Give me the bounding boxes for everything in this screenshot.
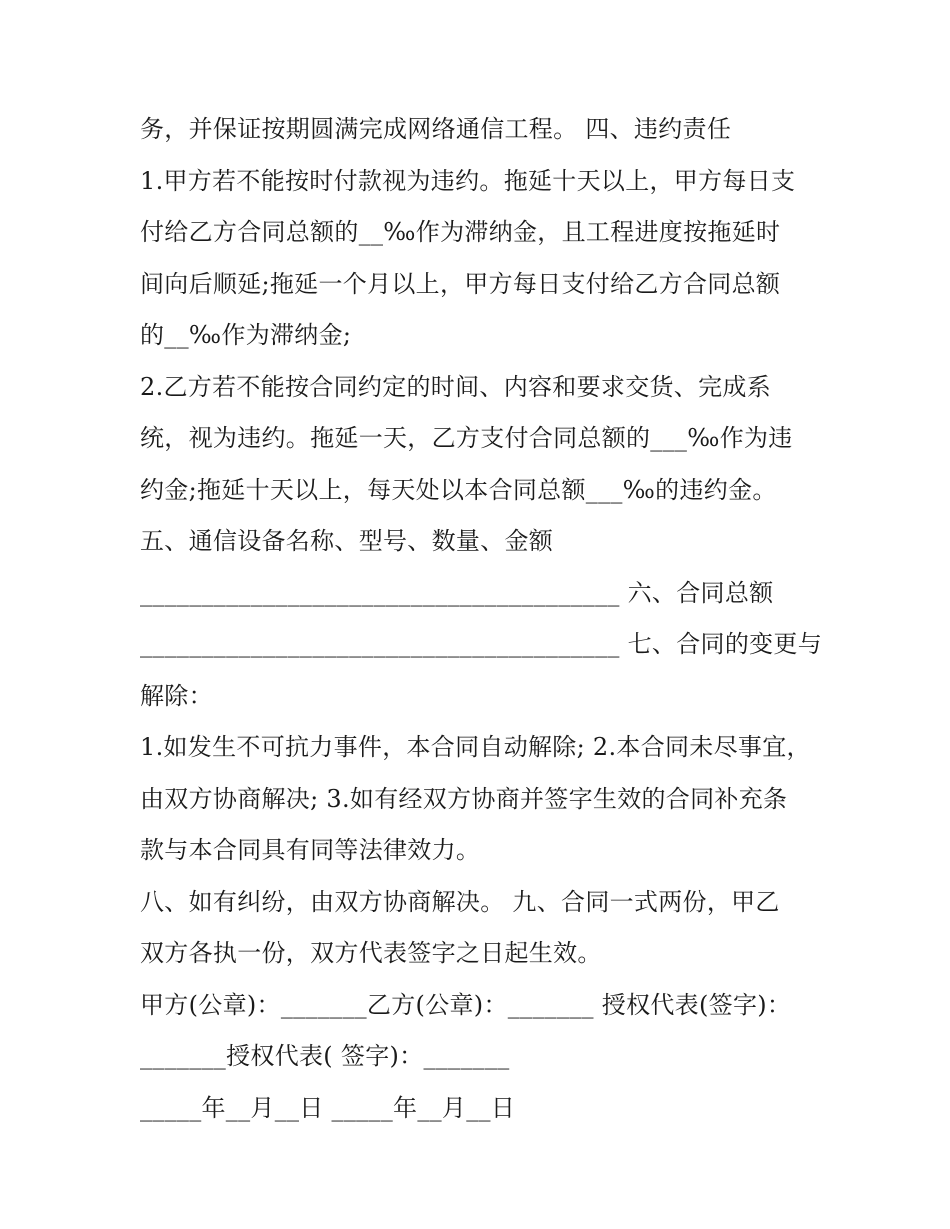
text-line: 1.甲方若不能按时付款视为违约。拖延十天以上，甲方每日支 [140,166,796,195]
text-line: 款与本合同具有同等法律效力。 [140,836,481,864]
contract-page [140,104,823,1134]
text-line: 2.乙方若不能按合同约定的时间、内容和要求交货、完成系 [140,372,771,401]
text-line: 双方各执一份，双方代表签字之日起生效。 [140,939,602,967]
text-line: 约金;拖延十天以上，每天处以本合同总额___‰的违约金。 [140,475,777,504]
text-line: 的__‰作为滞纳金; [140,321,352,349]
text-line: 间向后顺延;拖延一个月以上，甲方每日支付给乙方合同总额 [140,269,781,298]
text-line: 统，视为违约。拖延一天，乙方支付合同总额的___‰作为违 [140,424,793,452]
text-line: 由双方协商解决; 3.如有经双方协商并签字生效的合同补充条 [140,784,788,813]
text-line: 解除： [140,681,213,710]
text-line: 八、如有纠纷，由双方协商解决。 九、合同一式两份，甲乙 [140,887,780,916]
text-line: 付给乙方合同总额的__‰作为滞纳金，且工程进度按拖延时 [140,218,781,246]
date-line: _____年__月__日 _____年__月__日 [140,1093,516,1122]
section-heading: 五、通信设备名称、型号、数量、金额 [140,527,554,555]
signature-line: _______授权代表( 签字)：_______ [140,1042,510,1070]
blank-line-total: _______________________________________ 六、合同总额 [140,578,774,607]
blank-line-change: _______________________________________ 七、合同的变更与 [140,630,823,658]
text-line: 1.如发生不可抗力事件，本合同自动解除; 2.本合同未尽事宜， [140,733,811,761]
signature-line: 甲方(公章)：_______乙方(公章)：_______ 授权代表(签字)： [140,990,792,1019]
text-line: 务，并保证按期圆满完成网络通信工程。 四、违约责任 [140,115,732,143]
